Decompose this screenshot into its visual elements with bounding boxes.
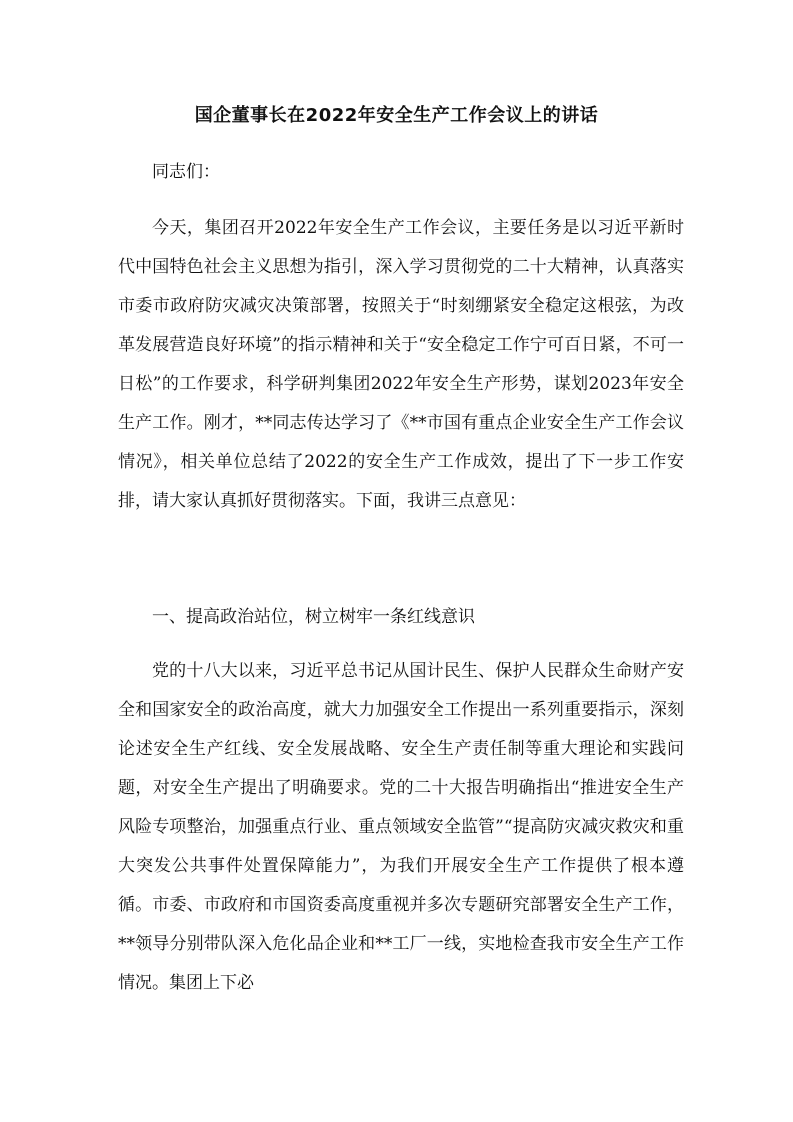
paragraph-opening: 今天，集团召开2022年安全生产工作会议，主要任务是以习近平新时代中国特色社会主义思想为指引，深入学习贯彻党的二十大精神，认真落实市委市政府防灾减灾决策部署，按照关于“时刻绷紧安全稳定这根弦，为改革发展营造良好环境”的指示精神和关于“安全稳定工作宁可百日紧，不可一日松”的工作要求，科学研判集团2022年安全生产形势，谋划2023年安全生产工作。刚才，**同志传达学习了《**市国有重点企业安全生产工作会议情况》，相关单位总结了2022的安全生产工作成效，提出了下一步工作安排，请大家认真抓好贯彻落实。下面，我讲三点意见： bbox=[118, 218, 684, 511]
document-title: 国企董事长在2022年安全生产工作会议上的讲话 bbox=[194, 105, 599, 126]
section-heading-1: 一、提高政治站位，树立树牢一条红线意识 bbox=[152, 607, 475, 627]
paragraph-section-1: 党的十八大以来，习近平总书记从国计民生、保护人民群众生命财产安全和国家安全的政治高度，就大力加强安全工作提出一系列重要指示，深刻论述安全生产红线、安全发展战略、安全生产责任制等重大理论和实践问题，对安全生产提出了明确要求。党的二十大报告明确指出“推进安全生产风险专项整治，加强重点行业、重点领域安全监管”“提高防灾减灾救灾和重大突发公共事件处置保障能力”，为我们开展安全生产工作提供了根本遵循。市委、市政府和市国资委高度重视并多次专题研究部署安全生产工作，**领导分别带队深入危化品企业和**工厂一线，实地检查我市安全生产工作情况。集团上下必 bbox=[118, 661, 684, 993]
salutation: 同志们： bbox=[152, 162, 220, 182]
